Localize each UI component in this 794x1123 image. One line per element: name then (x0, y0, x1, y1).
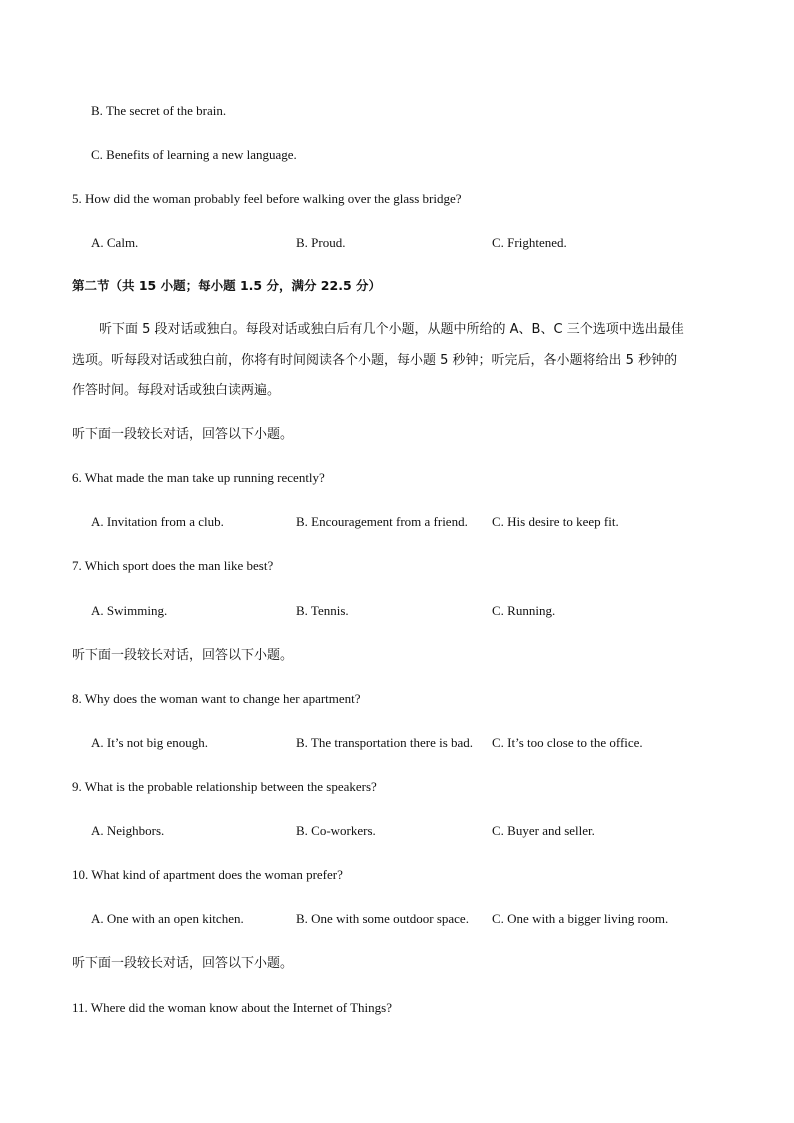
section-title: 第二节（共 15 小题；每小题 1.5 分，满分 22.5 分） (72, 278, 381, 293)
dialogue-intro: 听下面一段较长对话，回答以下小题。 (72, 427, 294, 442)
q5-option-a: A. Calm. (91, 235, 139, 250)
q5-option-b: B. Proud. (296, 235, 346, 250)
question-6: 6. What made the man take up running recently? (72, 470, 325, 485)
question-10: 10. What kind of apartment does the woman prefer? (72, 867, 343, 882)
q8-option-c: C. It’s too close to the office. (492, 735, 643, 750)
question-9: 9. What is the probable relationship between the speakers? (72, 779, 377, 794)
dialogue-intro: 听下面一段较长对话，回答以下小题。 (72, 648, 294, 663)
q6-option-b: B. Encouragement from a friend. (296, 514, 468, 529)
q9-option-b: B. Co-workers. (296, 823, 376, 838)
q5-option-c: C. Frightened. (492, 235, 567, 250)
question-5: 5. How did the woman probably feel before walking over the glass bridge? (72, 191, 462, 206)
q10-option-c: C. One with a bigger living room. (492, 911, 669, 926)
q9-option-c: C. Buyer and seller. (492, 823, 595, 838)
question-11: 11. Where did the woman know about the Internet of Things? (72, 1000, 392, 1015)
q8-option-a: A. It’s not big enough. (91, 735, 208, 750)
q9-option-a: A. Neighbors. (91, 823, 165, 838)
q6-option-c: C. His desire to keep fit. (492, 514, 619, 529)
q7-option-c: C. Running. (492, 603, 556, 618)
q4-option-c: C. Benefits of learning a new language. (91, 147, 297, 162)
instructions-line-1: 听下面 5 段对话或独白。每段对话或独白后有几个小题，从题中所给的 A、B、C 三个选项中选出最佳 (99, 322, 684, 337)
question-7: 7. Which sport does the man like best? (72, 558, 274, 573)
dialogue-intro: 听下面一段较长对话，回答以下小题。 (72, 956, 294, 971)
q7-option-a: A. Swimming. (91, 603, 168, 618)
q4-option-b: B. The secret of the brain. (91, 103, 227, 118)
q7-option-b: B. Tennis. (296, 603, 349, 618)
q8-option-b: B. The transportation there is bad. (296, 735, 474, 750)
question-8: 8. Why does the woman want to change her apartment? (72, 691, 361, 706)
instructions-line-3: 作答时间。每段对话或独白读两遍。 (72, 383, 281, 398)
q6-option-a: A. Invitation from a club. (91, 514, 224, 529)
q10-option-b: B. One with some outdoor space. (296, 911, 469, 926)
instructions-line-2: 选项。听每段对话或独白前，你将有时间阅读各个小题，每小题 5 秒钟；听完后，各小题将给出 5 秒钟的 (72, 353, 678, 368)
q10-option-a: A. One with an open kitchen. (91, 911, 244, 926)
